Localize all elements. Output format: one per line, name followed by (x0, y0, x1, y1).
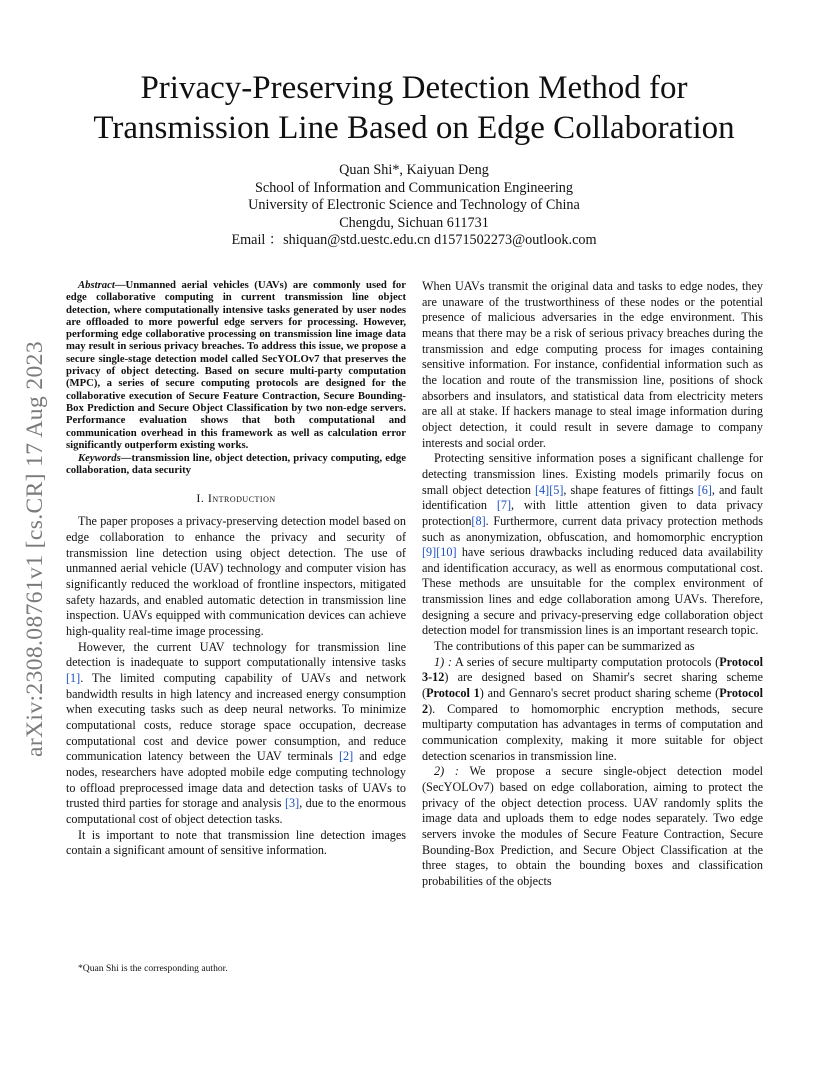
intro-paragraph-3: It is important to note that transmission line detection images contain a significant amount of sensitive information. (66, 827, 406, 858)
affiliation-school: School of Information and Communication Engineering (255, 179, 573, 196)
citation-link[interactable]: [9] (422, 545, 437, 560)
citation-link[interactable]: [7] (496, 498, 512, 513)
citation-link[interactable]: [4] (534, 482, 550, 497)
keywords (66, 452, 406, 477)
text-span: have serious drawbacks including reduced data availability and identification accuracy, as well as enormous computational cost. These methods are unsuitable for the complex environment of transmission lines and edge collaboration among UAVs. Therefore, designing a secure and privacy-preserving edge collaboration object detection model for transmission lines is an important research topic. (422, 545, 763, 638)
text-span: However, the current UAV technology for transmission line detection is inadequate to support computationally intensive tasks (66, 639, 406, 670)
item-number: 2) : (434, 764, 459, 779)
abstract (66, 279, 406, 451)
text-span: We propose a secure single-object detection model (SecYOLOv7) based on edge collaboration, aiming to protect the privacy of the object detection process. UAV randomly splits the image data and uploads them to edge nodes separately. Two edge servers invoke the modules of Secure Feature Contraction, Secure Bounding-Box Prediction, and Secure Object Classification at the three stages, to obtain the bounding boxes and classification probabilities of the objects (422, 764, 763, 888)
citation-link[interactable]: [6] (697, 482, 712, 497)
item-number: 1) : (434, 654, 452, 669)
section-title: Introduction (207, 490, 276, 505)
text-span: and edge nodes, researchers have adopted mobile edge computing technology to offload preprocessed image data and detection tasks of UAVs to trusted third parties for storage and analysis (66, 749, 406, 811)
contribution-item-1 (422, 655, 763, 765)
citation-link[interactable]: [2] (339, 749, 354, 764)
author-block (140, 162, 688, 250)
intro-paragraph-1: The paper proposes a privacy-preserving detection model based on edge collaboration to enhance the privacy and security of transmission line detection using object detection. The use of unmanned aerial vehicle (UAV) technology and computer vision has significantly reduced the workload of frontline inspectors, mitigated safety hazards, and enabled automatic detection in transmission line inspection. UAVs equipped with communication devices can achieve high-quality real-time image processing. (66, 514, 406, 638)
arxiv-identifier: arXiv:2308.08761v1 [cs.CR] 17 Aug 2023 (22, 341, 48, 757)
title-line-2: Transmission Line Based on Edge Collaboration (93, 110, 735, 146)
author-names: Quan Shi*, Kaiyuan Deng (339, 162, 489, 178)
footnote: *Quan Shi is the corresponding author. (78, 963, 228, 974)
affiliation-university: University of Electronic Science and Technology of China (248, 197, 580, 213)
citation-link[interactable]: [5] (549, 482, 564, 497)
text-span: . Furthermore, current data privacy protection methods such as anonymization, obfuscation, and homomorphic encryption (422, 513, 763, 544)
contribution-item-2 (422, 764, 763, 889)
citation-link[interactable]: [8] (471, 513, 486, 528)
title-line-1: Privacy-Preserving Detection Method for (140, 70, 688, 106)
section-number: I. (196, 490, 208, 505)
keywords-label: Keywords (78, 452, 121, 465)
text-span: ) are designed based on Shamir's secret sharing scheme ( (422, 670, 763, 701)
protocol-ref: Protocol 3-12 (422, 654, 763, 685)
citation-link[interactable]: [10] (436, 545, 457, 560)
abstract-label: Abstract (78, 279, 115, 291)
section-heading-introduction (66, 491, 406, 507)
citation-link[interactable]: [3] (284, 796, 300, 811)
intro-paragraph-2 (66, 640, 406, 828)
left-column (66, 279, 406, 859)
text-span: Protecting sensitive information poses a significant challenge for detecting transmission lines. Existing models primarily focus on small object detection (422, 451, 763, 497)
text-span: , due to the enormous computational cost of object detection tasks. (66, 796, 406, 826)
keywords-text: —transmission line, object detection, privacy computing, edge collaboration, data security (66, 452, 406, 477)
protocol-ref: Protocol 2 (422, 686, 763, 716)
text-span: ). Compared to homomorphic encryption methods, secure multiparty computation has advantages in terms of computation and communication complexity, making it more suitable for object detection scenarios in transmission line. (422, 701, 763, 763)
text-span: , with little attention given to data privacy protection (422, 498, 763, 528)
author-email: Email ：shiquan@std.uestc.edu.cn d1571502273@outlook.com (231, 232, 597, 248)
page-title (40, 68, 788, 148)
text-span: , shape features of fittings (563, 482, 698, 497)
affiliation-city: Chengdu, Sichuan 611731 (339, 214, 489, 231)
right-paragraph-3: The contributions of this paper can be summarized as (434, 639, 695, 654)
right-paragraph-1: When UAVs transmit the original data and tasks to edge nodes, they are unaware of the trustworthiness of these nodes or the potential presence of malicious adversaries in the edge environment. This means that there may be a risk of serious privacy breaches during the transmission and edge computing process for images containing sensitive information. For instance, confidential information such as the location and route of the transmission line, positions of shock absorbers and insulators, and statistical data from electricity meters are all at stake. If hackers manage to steal image information during object detection, it could result in severe damage to company interests and social order. (422, 279, 763, 450)
text-span: . The limited computing capability of UAVs and network bandwidth results in high latency and increased energy consumption when executing tasks such as deep neural networks. To minimize computational costs, reduce storage space occupation, decrease computational cost and device power consumption, and reduce communication latency between the UAV terminals (66, 670, 406, 764)
abstract-text: —Unmanned aerial vehicles (UAVs) are commonly used for edge collaborative computing in current transmission line object detection, where computationally intensive tasks generated by user nodes are offloaded to more powerful edge servers for processing. However, performing edge collaborative processing on transmission line image data may result in serious privacy breaches. To address this issue, we propose a secure single-stage detection model called SecYOLOv7 that preserves the privacy of object detecting. Based on secure multi-party computation (MPC), a series of secure computing protocols are designed for the collaborative execution of Secure Feature Contraction, Secure Bounding-Box Prediction and Secure Object Classification by two non-edge servers. Performance evaluation shows that both computational and communication overhead in this framework as well as calculation error significantly outperform existing works. (66, 279, 406, 451)
text-span: A series of secure multiparty computation protocols ( (451, 654, 720, 669)
citation-link[interactable]: [1] (66, 670, 81, 685)
protocol-ref: Protocol 1 (426, 686, 480, 701)
right-paragraph-2 (422, 451, 763, 639)
right-column (422, 279, 763, 890)
text-span: , and fault identification (422, 482, 763, 513)
text-span: ) and Gennaro's secret product sharing scheme ( (479, 686, 720, 701)
